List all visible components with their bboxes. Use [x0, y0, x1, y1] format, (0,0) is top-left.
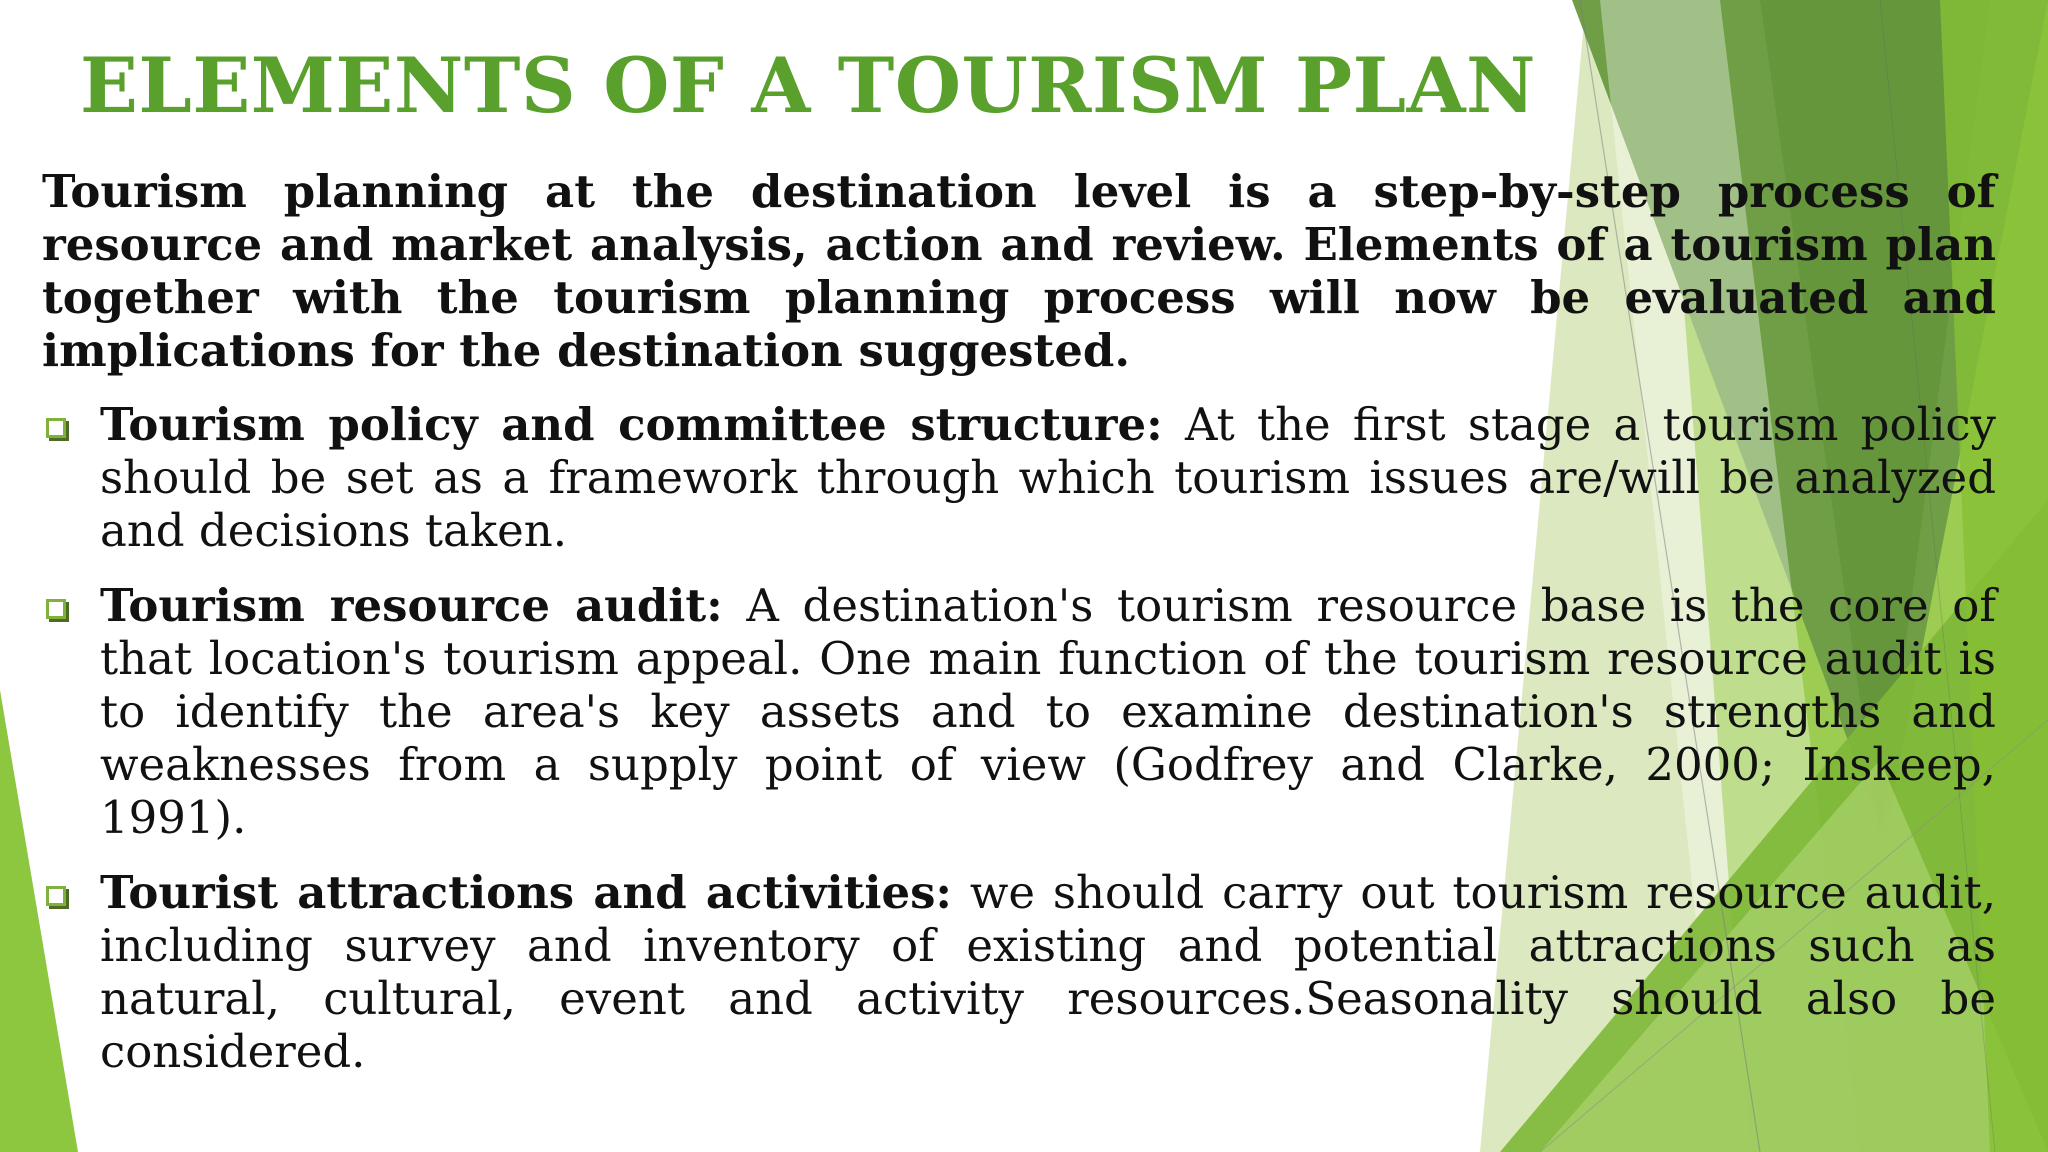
bullet-heading-policy: Tourism policy and committee structure: — [100, 398, 1163, 451]
slide-title: ELEMENTS OF A TOURISM PLAN — [80, 41, 1536, 130]
bullet-text-policy: At the first stage a tourism policy should be set as a framework through which tourism issues are/will be analyzed and decisions taken. — [100, 398, 1996, 557]
bullet-item-resource-audit — [42, 579, 1996, 844]
hollow-square-bullet-icon — [46, 418, 66, 438]
bullet-item-attractions — [42, 866, 1996, 1078]
hollow-square-bullet-icon — [46, 599, 66, 619]
hollow-square-bullet-icon — [46, 886, 66, 906]
bullet-text-attractions: we should carry out tourism resource audit, including survey and inventory of existing and potential attractions such as natural, cultural, event and activity resources.Seasonality should also be considered. — [100, 866, 1996, 1078]
bullet-heading-attractions: Tourist attractions and activities: — [100, 866, 953, 919]
intro-paragraph: Tourism planning at the destination level is a step-by-step process of resource and market analysis, action and review. Elements of a tourism plan together with the tourism planning process will now be evaluated and implications for the destination suggested. — [42, 165, 1996, 377]
bullet-list — [42, 398, 1996, 1100]
bullet-item-policy — [42, 398, 1996, 557]
bullet-heading-resource-audit: Tourism resource audit: — [100, 579, 723, 632]
bullet-text-resource-audit: A destination's tourism resource base is the core of that location's tourism appeal. One main function of the tourism resource audit is to identify the area's key assets and to examine destination's strengths and weaknesses from a supply point of view (Godfrey and Clarke, 2000; Inskeep, 1991). — [100, 579, 1996, 844]
